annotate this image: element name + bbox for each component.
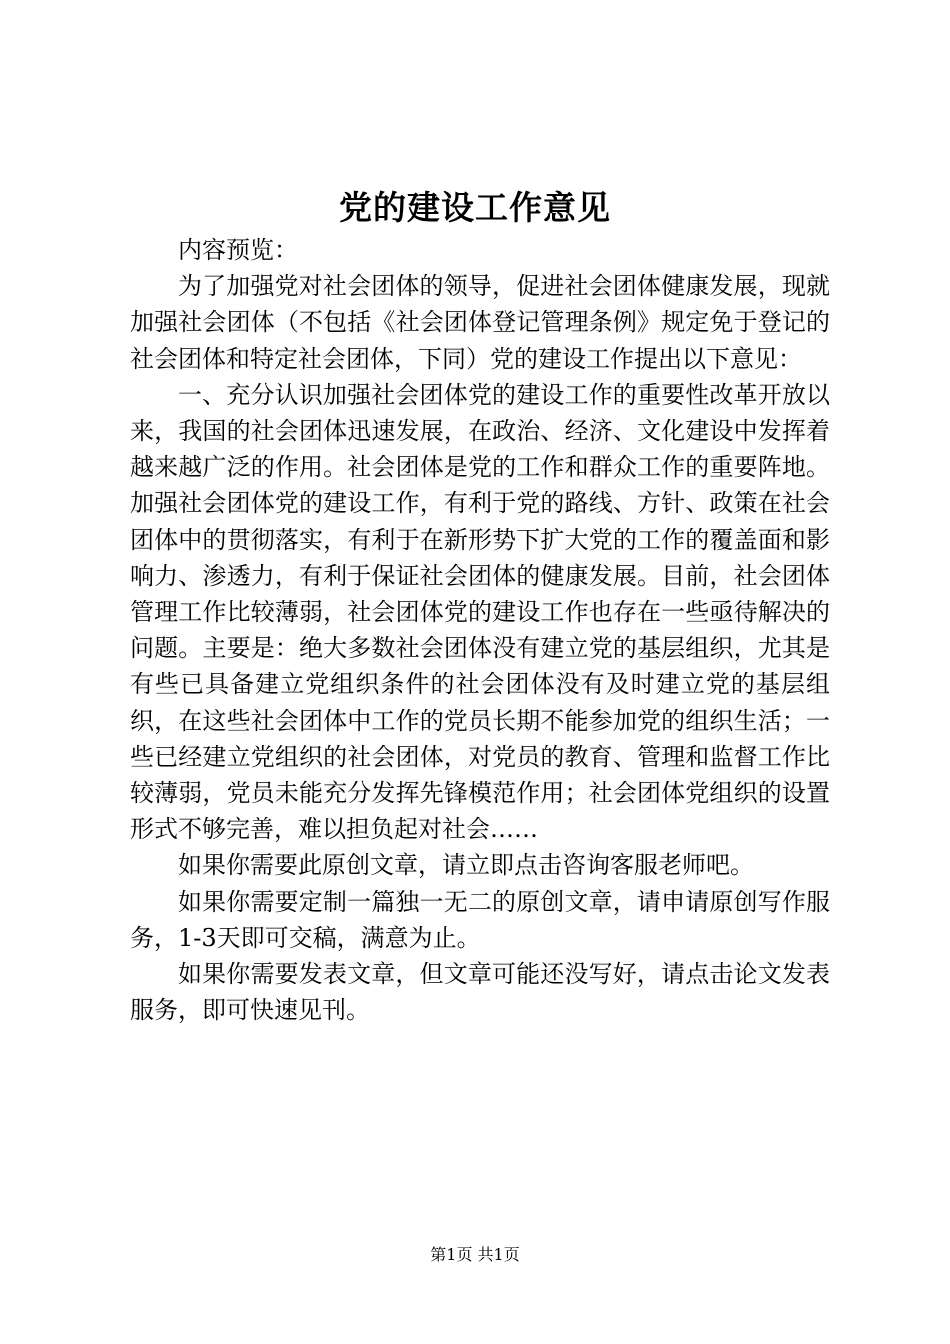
page-footer: 第1页 共1页 [430,1245,520,1264]
consult-paragraph: 如果你需要此原创文章，请立即点击咨询客服老师吧。 [178,851,754,880]
intro-paragraph: 为了加强党对社会团体的领导，促进社会团体健康发展，现就加强社会团体（不包括《社会团体登记管理条例》规定免于登记的社会团体和特定社会团体，下同）党的建设工作提出以下意见： [130,272,830,373]
section-one-paragraph: 一、充分认识加强社会团体党的建设工作的重要性改革开放以来，我国的社会团体迅速发展，在政治、经济、文化建设中发挥着越来越广泛的作用。社会团体是党的工作和群众工作的重要阵地。加强社会团体党的建设工作，有利于党的路线、方针、政策在社会团体中的贯彻落实，有利于在新形势下扩大党的工作的覆盖面和影响力、渗透力，有利于保证社会团体的健康发展。目前，社会团体管理工作比较薄弱，社会团体党的建设工作也存在一些亟待解决的问题。主要是：绝大多数社会团体没有建立党的基层组织，尤其是有些已具备建立党组织条件的社会团体没有及时建立党的基层组织，在这些社会团体中工作的党员长期不能参加党的组织生活；一些已经建立党组织的社会团体，对党员的教育、管理和监督工作比较薄弱，党员未能充分发挥先锋模范作用；社会团体党组织的设置形式不够完善，难以担负起对社会…… [130,380,830,844]
document-body [130,232,830,1028]
publishing-paragraph: 如果你需要发表文章，但文章可能还没写好，请点击论文发表服务，即可快速见刊。 [130,960,830,1025]
preview-label: 内容预览： [178,236,298,264]
custom-writing-paragraph: 如果你需要定制一篇独一无二的原创文章，请申请原创写作服务，1-3天即可交稿，满意为止。 [130,887,830,952]
document-title: 党的建设工作意见 [339,188,611,227]
